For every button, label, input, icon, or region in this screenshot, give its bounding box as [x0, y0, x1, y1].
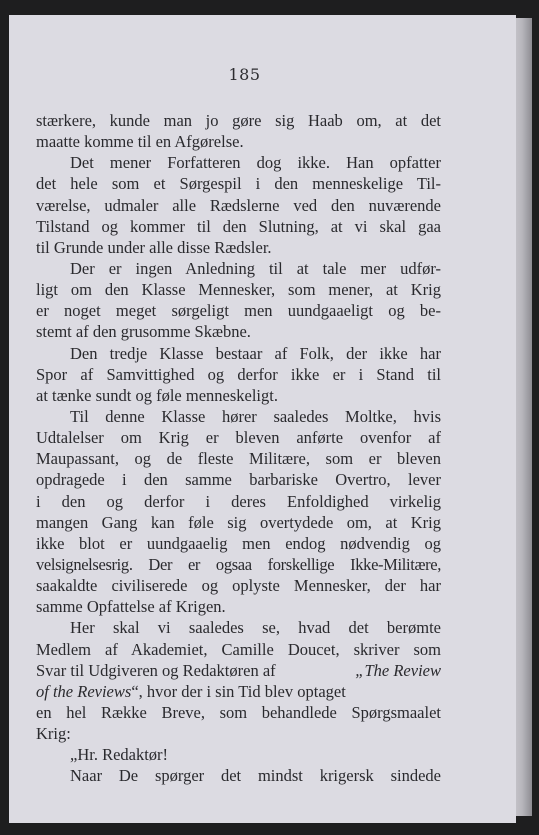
- text-line: Til denne Klasse hører saaledes Moltke, hvis: [70, 406, 441, 426]
- closing-quote: “: [131, 681, 139, 701]
- text-line: samme Opfattelse af Krigen.: [36, 597, 226, 617]
- text-line: opdragede i den samme barbariske Overtro, lever: [36, 470, 441, 490]
- text-line: Maupassant, og de fleste Militære, som er bleven: [36, 449, 441, 469]
- text-line: i den og derfor i deres Enfoldighed virkelig: [36, 491, 441, 511]
- salutation: „Hr. Redaktør!: [70, 745, 169, 765]
- text-line: Tilstand og kommer til den Slutning, at vi skal gaa: [36, 216, 441, 236]
- text-line: maatte komme til en Afgørelse.: [36, 132, 244, 152]
- text-line: stemt af den grusomme Skæbne.: [36, 322, 251, 342]
- page-number: 185: [228, 65, 261, 84]
- text-line: at tænke sundt og føle menneskeligt.: [36, 385, 278, 405]
- text-line: Her skal vi saaledes se, hvad det berømte: [70, 618, 441, 638]
- text-line: stærkere, kunde man jo gøre sig Haab om, at det: [36, 111, 441, 130]
- text-line: til Grunde under alle disse Rædsler.: [36, 237, 272, 257]
- text-line: Der er ingen Anledning til at tale mer udfør-: [70, 258, 441, 278]
- text-line: det hele som et Sørgespil i den menneskelige Til-: [36, 174, 441, 194]
- text-line: [36, 681, 441, 702]
- text-line: Medlem af Akademiet, Camille Doucet, skriver som: [36, 639, 441, 659]
- italic-title: of the Reviews: [36, 681, 132, 701]
- text-line: saakaldte civiliserede og oplyste Mennesker, der har: [36, 576, 441, 596]
- text-line: er noget meget sørgeligt men uundgaaeligt og be-: [36, 301, 441, 321]
- text-line: Krig:: [36, 724, 71, 744]
- text-line: Udtalelser om Krig er bleven anførte ovenfor af: [36, 428, 441, 448]
- text-line: mangen Gang kan føle sig overtydede om, at Krig: [36, 512, 441, 532]
- body-text: [36, 110, 441, 787]
- text-line: en hel Række Breve, som behandlede Spørgsmaalet: [36, 702, 441, 722]
- text-line: ikke blot er uundgaaelig men endog nødvendig og: [36, 533, 441, 553]
- text-line-start: [36, 681, 346, 702]
- text-line: ligt om den Klasse Mennesker, som mener, at Krig: [36, 280, 441, 300]
- text-line: værelse, udmaler alle Rædslerne ved den nuværende: [36, 195, 441, 215]
- text-span: , hvor der i sin Tid blev optaget: [138, 681, 346, 701]
- text-line: [36, 660, 441, 681]
- text-line: Den tredje Klasse bestaar af Folk, der ikke har: [70, 343, 441, 363]
- italic-title: „The Review: [355, 660, 441, 680]
- book-page: [9, 15, 516, 823]
- text-line: Spor af Samvittighed og derfor ikke er i Stand til: [36, 364, 441, 384]
- text-line: Naar De spørger det mindst krigersk sindede: [70, 766, 441, 786]
- text-line: velsignelsesrig. Der er ogsaa forskellige Ikke-Militære,: [36, 554, 441, 574]
- text-line: Det mener Forfatteren dog ikke. Han opfatter: [70, 153, 441, 173]
- text-span: Svar til Udgiveren og Redaktøren af: [36, 660, 280, 680]
